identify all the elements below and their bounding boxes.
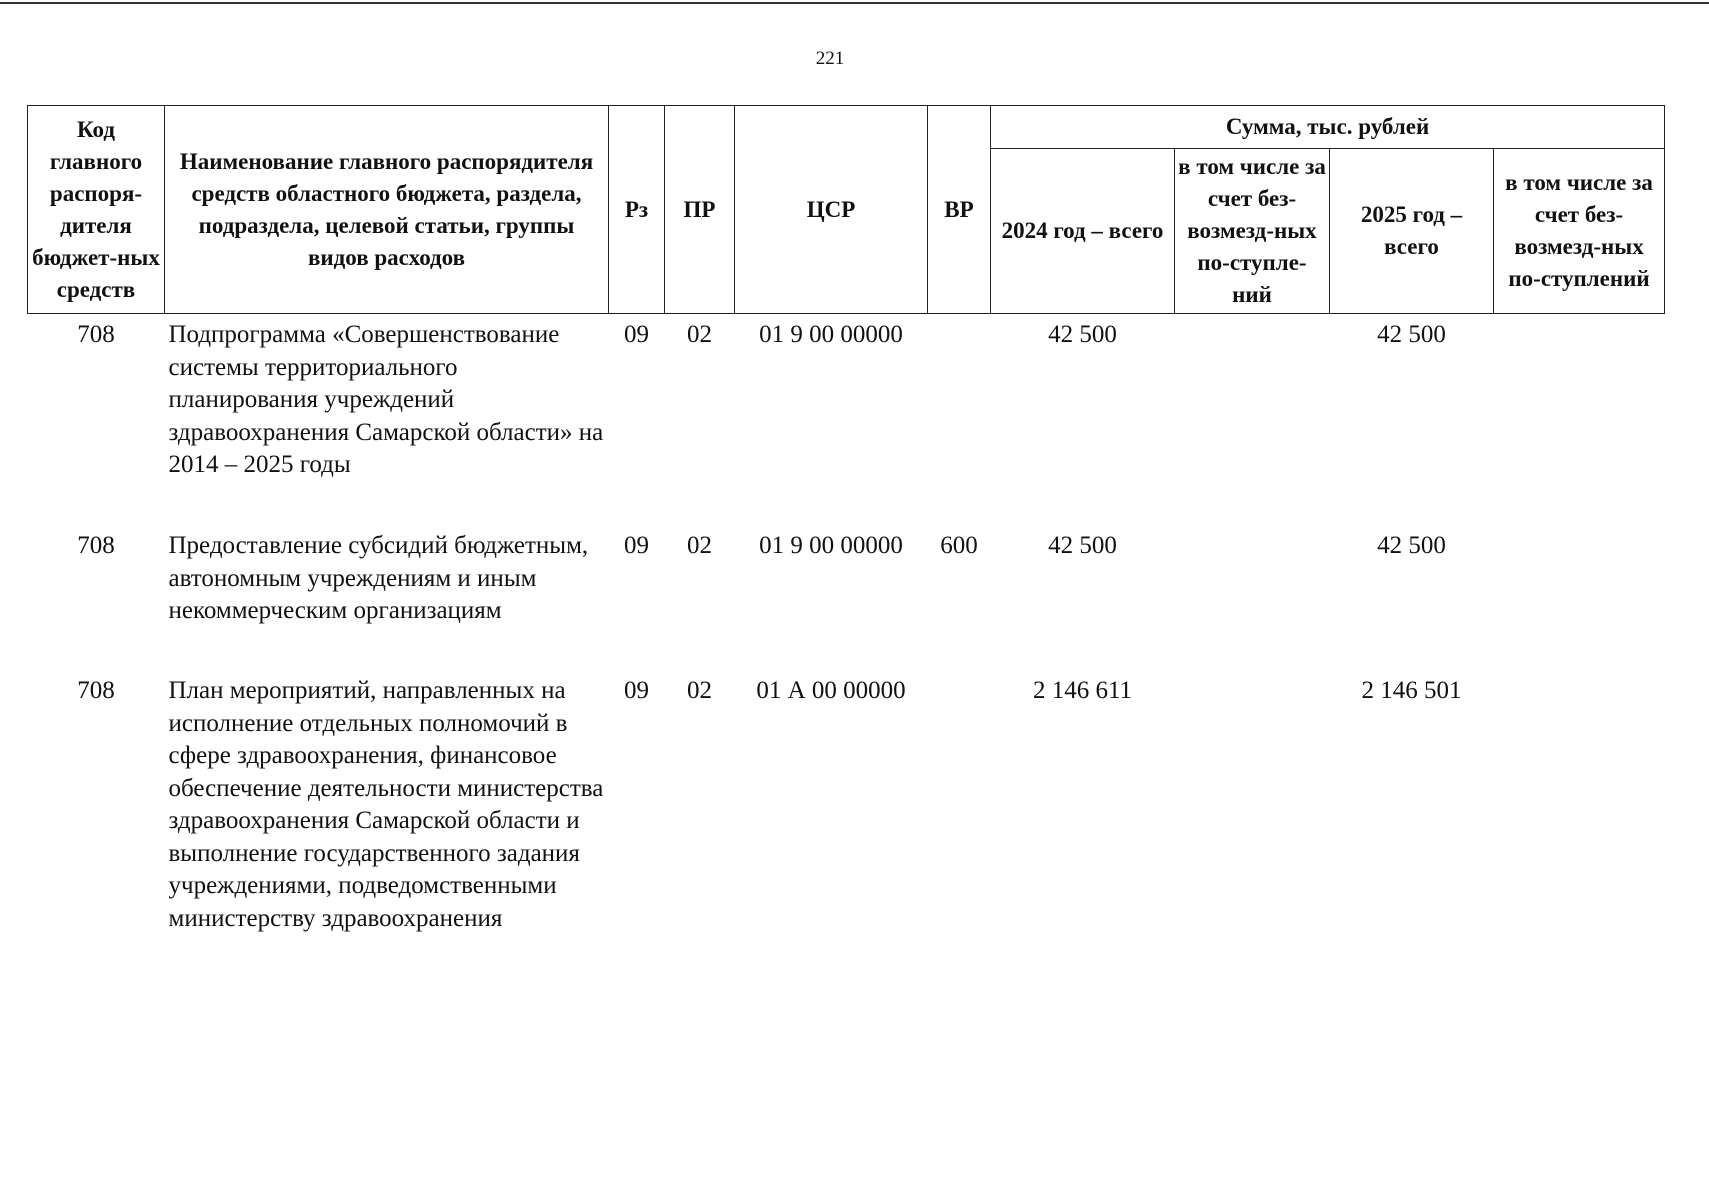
cell-code: 708 xyxy=(77,677,115,704)
cell-csr: 01 А 00 00000 xyxy=(756,677,906,704)
cell-rz: 09 xyxy=(624,321,649,348)
cell-code: 708 xyxy=(77,532,115,559)
cell-2024-free xyxy=(1175,670,1330,1047)
header-code: Код главного распоря-дителя бюджет-ных средств xyxy=(28,106,165,314)
table-row xyxy=(28,314,1665,526)
cell-vr xyxy=(928,670,991,1047)
header-row-top xyxy=(28,106,1665,149)
cell-2025-free xyxy=(1494,670,1665,1047)
header-vr: ВР xyxy=(928,106,991,314)
page-top-border xyxy=(0,2,1709,4)
cell-2024-total: 2 146 611 xyxy=(1032,677,1133,704)
cell-2025-total: 42 500 xyxy=(1377,321,1446,348)
table-row xyxy=(28,525,1665,670)
header-pr: ПР xyxy=(665,106,735,314)
cell-2025-total: 2 146 501 xyxy=(1361,677,1462,704)
cell-rz: 09 xyxy=(624,532,649,559)
header-2024-free: в том числе за счет без-возмезд-ных по-ступле-ний xyxy=(1175,149,1330,314)
cell-rz: 09 xyxy=(624,677,649,704)
cell-pr: 02 xyxy=(687,321,712,348)
cell-2025-free xyxy=(1494,314,1665,526)
budget-table xyxy=(27,105,1665,1047)
header-name: Наименование главного распорядителя средств областного бюджета, раздела, подраздела, целевой статьи, группы видов расходов xyxy=(165,106,609,314)
cell-vr: 600 xyxy=(940,532,978,559)
cell-pr: 02 xyxy=(687,532,712,559)
page-number: 221 xyxy=(815,48,845,69)
cell-name: Подпрограмма «Совершенствование системы территориального планирования учреждений здравоохранения Самарской области» на 2014 – 2025 годы xyxy=(168,321,604,478)
cell-csr: 01 9 00 00000 xyxy=(759,532,903,559)
header-sum-title: Сумма, тыс. рублей xyxy=(991,106,1665,149)
header-rz: Рз xyxy=(609,106,665,314)
cell-pr: 02 xyxy=(687,677,712,704)
header-2025-total: 2025 год – всего xyxy=(1330,149,1494,314)
cell-name: План мероприятий, направленных на исполнение отдельных полномочий в сфере здравоохранения, финансовое обеспечение деятельности министерства здравоохранения Самарской области и выполнение государственного задания учреждениями, подведомственными министерству здравоохранения xyxy=(168,677,604,932)
header-2025-free: в том числе за счет без-возмезд-ных по-ступлений xyxy=(1494,149,1665,314)
cell-name: Предоставление субсидий бюджетным, автономным учреждениям и иным некоммерческим организациям xyxy=(168,532,589,624)
cell-2024-total: 42 500 xyxy=(1048,321,1117,348)
cell-csr: 01 9 00 00000 xyxy=(759,321,903,348)
cell-code: 708 xyxy=(77,321,115,348)
header-2024-total: 2024 год – всего xyxy=(991,149,1175,314)
cell-2024-free xyxy=(1175,314,1330,526)
cell-2024-total: 42 500 xyxy=(1048,532,1117,559)
cell-vr xyxy=(928,314,991,526)
header-csr: ЦСР xyxy=(735,106,928,314)
cell-2025-free xyxy=(1494,525,1665,670)
cell-2024-free xyxy=(1175,525,1330,670)
cell-2025-total: 42 500 xyxy=(1377,532,1446,559)
table-row xyxy=(28,670,1665,1047)
